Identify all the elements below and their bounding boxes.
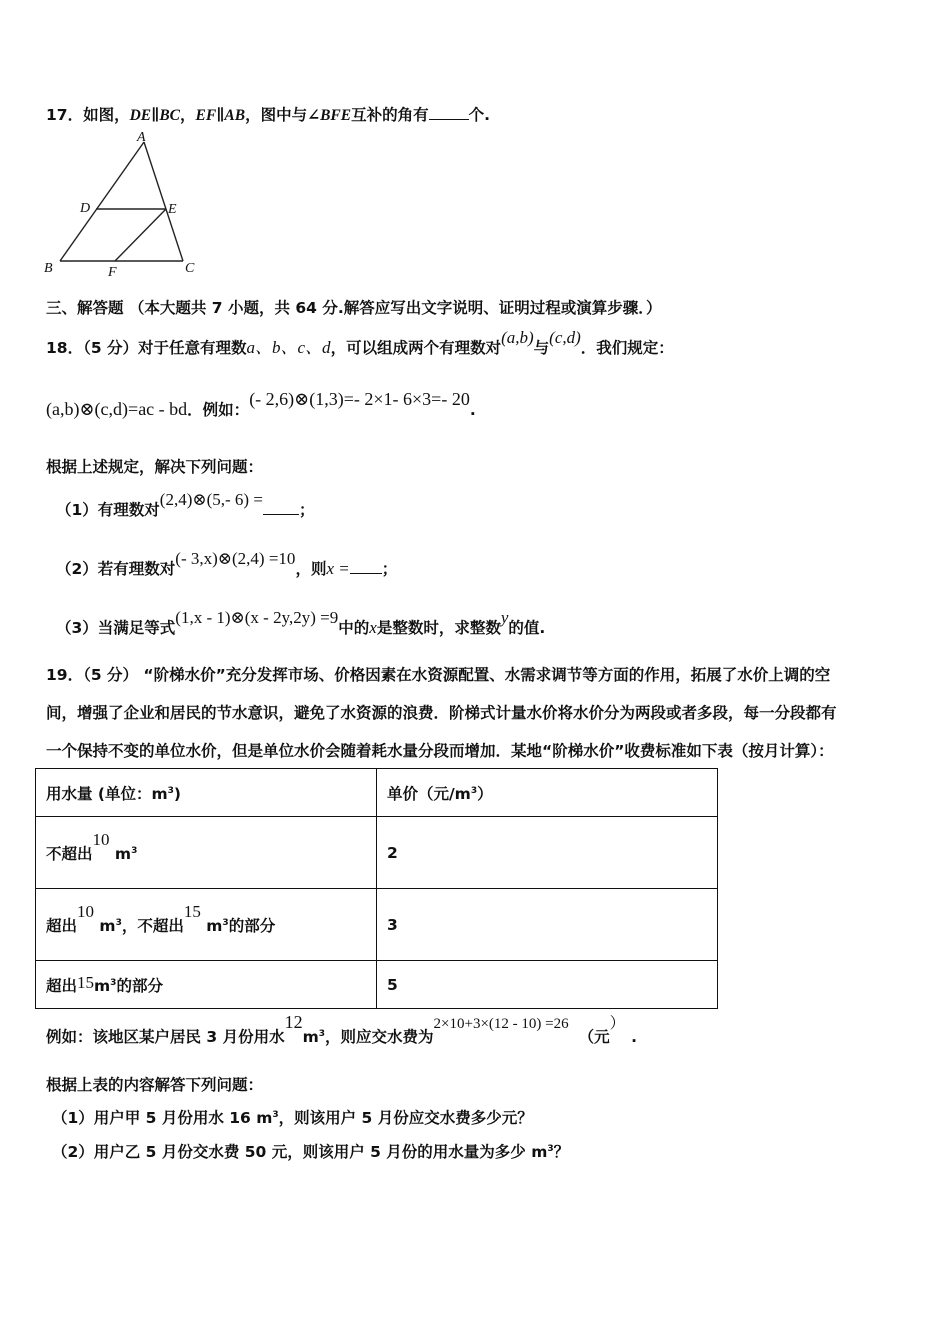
tier-1-amount: 10 bbox=[92, 829, 110, 849]
q18-text: ，可以组成两个有理数对 bbox=[330, 339, 502, 357]
q19-text: . bbox=[631, 1028, 638, 1046]
cell-tier-2 bbox=[36, 889, 377, 961]
cell-price-2: 3 bbox=[377, 889, 718, 961]
header-price-text: ） bbox=[477, 784, 493, 803]
unit-sup: 3 bbox=[131, 845, 138, 856]
cell-text: m bbox=[94, 976, 111, 995]
cell-text: ，不超出 bbox=[121, 916, 184, 935]
q18-sub-3 bbox=[56, 608, 546, 638]
label-E: E bbox=[168, 202, 177, 217]
q19-sub-1 bbox=[52, 1106, 533, 1128]
table-row bbox=[36, 817, 718, 889]
q18-definition: (a,b)⊗(c,d)=ac - bd bbox=[46, 399, 188, 419]
label-D: D bbox=[80, 201, 91, 216]
q19-line-2: 间，增强了企业和居民的节水意识，避免了水资源的浪费．阶梯式计量水价将水价分为两段或者多段，每一分段都有 bbox=[46, 704, 837, 722]
segment-AC bbox=[144, 142, 183, 261]
q18-variables: a、b、c、d bbox=[246, 338, 331, 357]
segment-AB bbox=[60, 142, 144, 261]
q19-text: 例如：该地区某户居民 3 月份用水 bbox=[46, 1028, 285, 1046]
tier-2-lower: 10 bbox=[77, 901, 95, 921]
unit-sup: 3 bbox=[547, 1143, 554, 1154]
table-row bbox=[36, 961, 718, 1009]
q19-example bbox=[46, 1012, 638, 1047]
q19-line-1: 19．（5 分） “阶梯水价”充分发挥市场、价格因素在水资源配置、水需求调节等方面的作用，拓展了水价上调的空 bbox=[46, 666, 831, 684]
cell-tier-3 bbox=[36, 961, 377, 1009]
triangle-diagram bbox=[40, 128, 210, 278]
label-B: B bbox=[44, 261, 53, 276]
q17-line bbox=[46, 103, 490, 125]
unit-sup: 3 bbox=[115, 917, 122, 928]
q18-text: （2）若有理数对 bbox=[56, 560, 176, 578]
q19-line-3: 一个保持不变的单位水价，但是单位水价会随着耗水量分段而增加．某地“阶梯水价”收费标准如下表（按月计算）： bbox=[46, 742, 834, 760]
example-calculation: 2×10+3×(12 - 10) =26 bbox=[433, 1016, 569, 1032]
unit-sup: 3 bbox=[167, 785, 174, 796]
q17-text: 个. bbox=[468, 106, 491, 124]
q19-text: （元 bbox=[578, 1028, 610, 1046]
header-usage-text: ) bbox=[173, 784, 181, 803]
q18-text: （5 分）对于任意有理数 bbox=[83, 339, 247, 357]
q18-line-1 bbox=[46, 328, 674, 358]
q19-sub-2 bbox=[52, 1140, 569, 1162]
tier-3-amount: 15 bbox=[77, 972, 95, 992]
tier-2-upper: 15 bbox=[183, 901, 201, 921]
q18-sub-1 bbox=[56, 490, 315, 520]
cell-price-3: 5 bbox=[377, 961, 718, 1009]
unit-sup: 3 bbox=[318, 1028, 326, 1039]
header-usage-text: 用水量 (单位：m bbox=[46, 784, 168, 803]
label-F: F bbox=[108, 265, 117, 278]
example-usage: 12 bbox=[284, 1012, 303, 1032]
q18-sub-2 bbox=[56, 549, 398, 579]
unit-sup: 3 bbox=[272, 1109, 279, 1120]
q18-text: （3）当满足等式 bbox=[56, 619, 176, 637]
q18-text: （1）有理数对 bbox=[56, 501, 160, 519]
segment-EF bbox=[115, 209, 166, 261]
q18-text: 的值. bbox=[508, 619, 546, 637]
table-row bbox=[36, 769, 718, 817]
q17-relation-1: DE∥BC bbox=[129, 107, 181, 124]
cell-text: 超出 bbox=[46, 916, 78, 935]
cell-text: m bbox=[114, 844, 132, 863]
q18-text: ； bbox=[381, 560, 398, 578]
q19-text: （1）用户甲 5 月份用水 16 m bbox=[52, 1109, 273, 1127]
q17-text: 如图， bbox=[83, 106, 130, 124]
q17-answer-blank bbox=[429, 118, 469, 120]
q18-text: 中的 bbox=[338, 619, 370, 637]
q18-text: ，则 bbox=[295, 560, 327, 578]
q17-text: ，图中与 bbox=[245, 106, 308, 124]
q18-sub-1-blank bbox=[263, 513, 299, 515]
q18-pair-1: (a,b) bbox=[501, 328, 534, 347]
q18-example: (- 2,6)⊗(1,3)=- 2×1- 6×3=- 20 bbox=[249, 389, 470, 409]
header-price-text: 单价（元/m bbox=[387, 784, 471, 803]
header-usage bbox=[36, 769, 377, 817]
q17-text: 互补的角有 bbox=[351, 106, 429, 124]
label-C: C bbox=[185, 261, 195, 276]
table-row bbox=[36, 889, 718, 961]
q19-text: （2）用户乙 5 月份交水费 50 元，则该用户 5 月份的用水量为多少 m bbox=[52, 1143, 548, 1161]
cell-text: 的部分 bbox=[228, 916, 276, 935]
cell-tier-1 bbox=[36, 817, 377, 889]
cell-text: m bbox=[206, 916, 223, 935]
q18-sub-1-expr: (2,4)⊗(5,- 6) = bbox=[159, 490, 263, 509]
cell-text: 的部分 bbox=[116, 976, 163, 995]
q17-angle: ∠BFE bbox=[307, 107, 352, 124]
q17-number: 17． bbox=[46, 106, 84, 124]
q18-sub-3-expr: (1,x - 1)⊗(x - 2y,2y) =9 bbox=[175, 608, 339, 627]
q19-text: ，则该用户 5 月份应交水费多少元？ bbox=[278, 1109, 533, 1127]
q18-sub-3-y: y bbox=[500, 608, 509, 627]
q18-text: 是整数时，求整数 bbox=[376, 619, 501, 637]
unit-sup: 3 bbox=[110, 977, 117, 988]
cell-price-1: 2 bbox=[377, 817, 718, 889]
q17-sep: ， bbox=[180, 106, 196, 124]
water-price-table bbox=[35, 768, 718, 1009]
q17-relation-2: EF∥AB bbox=[195, 107, 246, 124]
q19-text: ） bbox=[609, 1014, 626, 1032]
cell-text: 超出 bbox=[46, 976, 78, 995]
q19-text: ，则应交水费为 bbox=[325, 1028, 434, 1046]
cell-text: m bbox=[99, 916, 116, 935]
q19-text: ？ bbox=[553, 1143, 570, 1161]
q18-intro: 根据上述规定，解决下列问题： bbox=[46, 458, 264, 476]
label-A: A bbox=[137, 130, 146, 145]
cell-text: 不超出 bbox=[46, 844, 93, 863]
q18-sub-2-expr: (- 3,x)⊗(2,4) =10 bbox=[175, 549, 296, 568]
q18-line-2 bbox=[46, 389, 476, 420]
q17-figure bbox=[40, 128, 210, 282]
q18-pair-2: (c,d) bbox=[549, 328, 581, 347]
q19-text: m bbox=[302, 1028, 319, 1046]
q19-intro: 根据上表的内容解答下列问题： bbox=[46, 1076, 264, 1094]
q18-number: 18． bbox=[46, 339, 84, 357]
section-3-heading: 三、解答题 （本大题共 7 小题，共 64 分.解答应写出文字说明、证明过程或演算步骤．） bbox=[46, 299, 662, 317]
q18-text: ．我们规定： bbox=[580, 339, 674, 357]
q18-sub-2-blank bbox=[350, 572, 382, 574]
q18-sub-2-x: x = bbox=[326, 559, 350, 578]
q18-sub-3-x: x bbox=[369, 618, 377, 637]
q18-text: 与 bbox=[533, 339, 550, 357]
unit-sup: 3 bbox=[470, 785, 478, 796]
header-price bbox=[377, 769, 718, 817]
q18-text: . bbox=[469, 401, 476, 419]
q18-text: ．例如： bbox=[187, 401, 250, 419]
q18-text: ； bbox=[298, 501, 315, 519]
unit-sup: 3 bbox=[222, 917, 229, 928]
